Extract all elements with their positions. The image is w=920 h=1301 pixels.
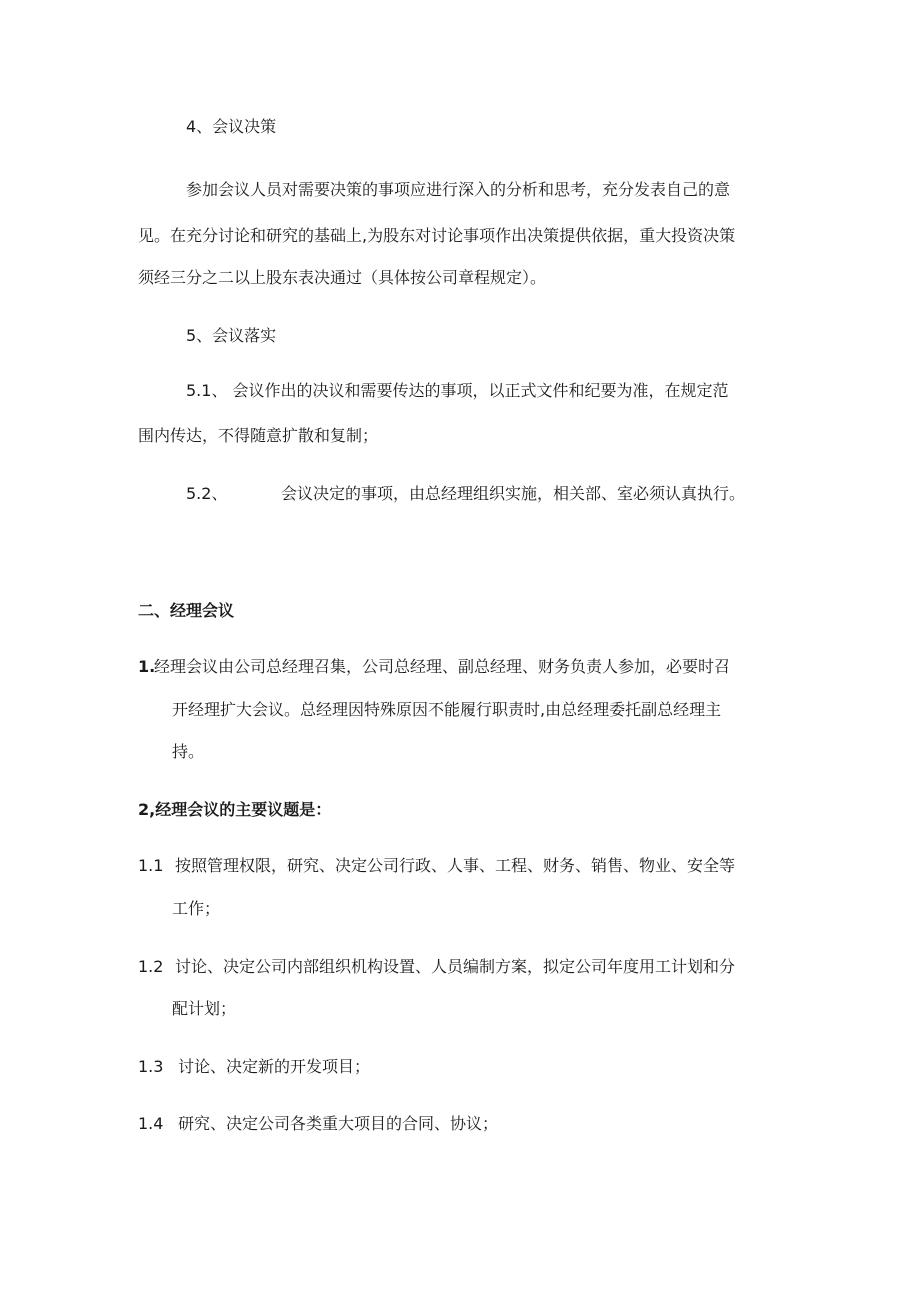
item-5-2-text: 会议决定的事项，由总经理组织实施，相关部、室必须认真执行。: [281, 484, 746, 503]
section-4-line-3: 须经三分之二以上股东表决通过（具体按公司章程规定）。: [138, 268, 547, 287]
paragraph-1-line-1: 经理会议由公司总经理召集，公司总经理、副总经理、财务负责人参加，必要时召: [154, 657, 731, 676]
item-1-3-text: 讨论、决定新的开发项目；: [178, 1057, 371, 1076]
paragraph-1-line-2: 开经理扩大会议。总经理因特殊原因不能履行职责时,由总经理委托副总经理主: [172, 700, 722, 719]
item-1-2-line-1: 讨论、决定公司内部组织机构设置、人员编制方案，拟定公司年度用工计划和分: [175, 957, 736, 976]
item-1-1-number: 1.1: [138, 856, 164, 875]
paragraph-1-number: 1.: [138, 657, 156, 676]
item-5-1-line-1: 5.1、 会议作出的决议和需要传达的事项，以正式文件和纪要为准，在规定范: [186, 381, 729, 400]
item-1-2-number: 1.2: [138, 957, 164, 976]
item-1-4-number: 1.4: [138, 1114, 164, 1133]
part-2-heading: 二、经理会议: [138, 601, 235, 620]
section-5-heading: 5、会议落实: [186, 326, 277, 345]
section-4-line-2: 见。在充分讨论和研究的基础上,为股东对讨论事项作出决策提供依据，重大投资决策: [138, 226, 736, 245]
item-1-1-line-1: 按照管理权限，研究、决定公司行政、人事、工程、财务、销售、物业、安全等: [175, 856, 736, 875]
item-1-1-line-2: 工作；: [172, 899, 221, 918]
item-5-2-number: 5.2、: [186, 484, 228, 503]
paragraph-2-heading: 2,经理会议的主要议题是：: [138, 800, 332, 819]
item-1-3-number: 1.3: [138, 1057, 164, 1076]
section-4-heading: 4、会议决策: [186, 117, 277, 136]
item-1-2-line-2: 配计划；: [172, 999, 237, 1018]
paragraph-1-line-3: 持。: [172, 742, 205, 761]
section-4-line-1: 参加会议人员对需要决策的事项应进行深入的分析和思考，充分发表自己的意: [186, 180, 731, 199]
item-5-1-line-2: 围内传达，不得随意扩散和复制；: [138, 426, 379, 445]
item-1-4-text: 研究、决定公司各类重大项目的合同、协议；: [178, 1114, 499, 1133]
